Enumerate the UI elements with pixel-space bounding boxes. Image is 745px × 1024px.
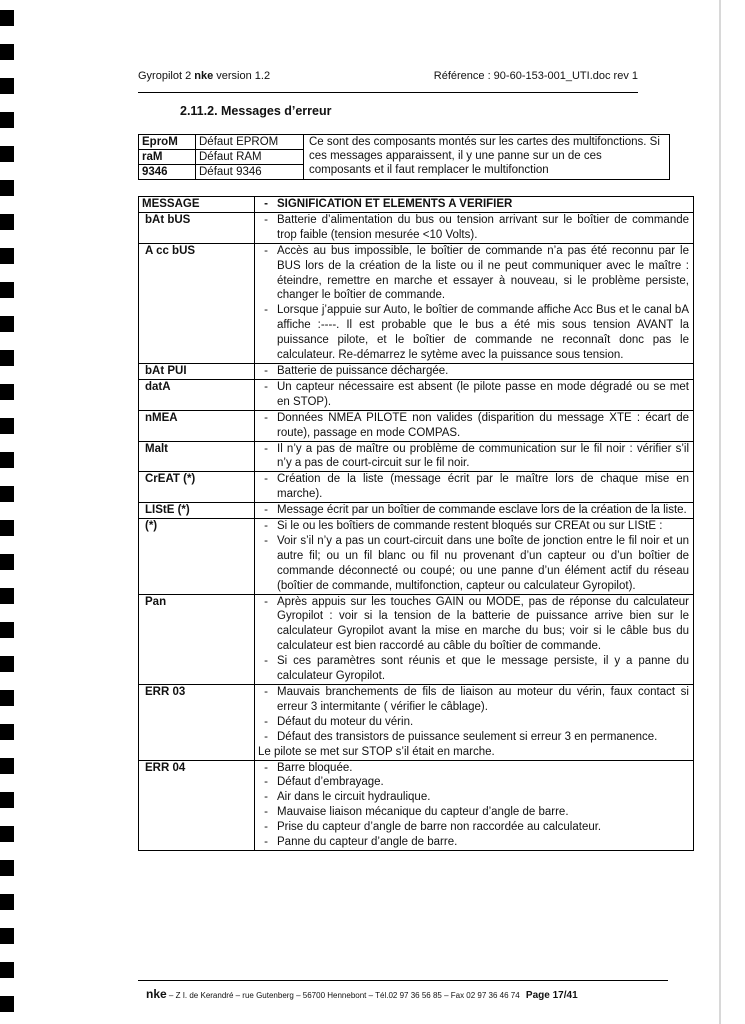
message-code: Pan [139,594,255,684]
column-header-meaning [255,197,694,213]
error-code: raM [139,150,196,165]
list-item [255,685,689,715]
dash: - [264,730,268,743]
dash: - [264,504,268,517]
dash: - [264,380,268,393]
header-product: Gyropilot 2 [138,70,195,82]
list-item [255,654,689,684]
list-item-text: Batterie de puissance déchargée. [277,364,449,377]
table-row [139,441,694,472]
message-code: bAt PUI [139,363,255,379]
list-item [255,790,689,805]
list-item [255,775,689,790]
list-item-text: Données NMEA PILOTE non valides (disparition du message XTE : écart de route), passage en mode COMPAS. [277,411,689,439]
table-row [139,363,694,379]
error-code: EproM [139,135,196,150]
message-code: nMEA [139,410,255,441]
error-code: 9346 [139,165,196,180]
footer-address: – Z I. de Kerandré – rue Gutenberg – 56700 Hennebont – Tél.02 97 36 56 85 – Fax 02 97 36 46 74 [166,991,520,1000]
list-item [255,213,689,243]
message-code: bAt bUS [139,212,255,243]
message-code: Malt [139,441,255,472]
message-meaning [255,441,694,472]
message-meaning [255,760,694,850]
table-row [139,135,670,150]
note-text: Le pilote se met sur STOP s’il était en marche. [258,745,495,758]
table-row [139,685,694,761]
list-item [255,380,689,410]
page-footer [146,987,578,1001]
list-item [255,364,689,379]
message-code: A cc bUS [139,243,255,363]
message-code: datA [139,379,255,410]
message-meaning [255,212,694,243]
list-item-text: Création de la liste (message écrit par le maître lors de chaque mise en marche). [277,473,689,501]
dash: - [264,655,268,668]
dash: - [264,715,268,728]
dash: - [264,836,268,849]
dash: - [264,364,268,377]
dash: - [264,791,268,804]
table-row [139,410,694,441]
list-item [255,472,689,502]
list-item-text: Un capteur nécessaire est absent (le pilote passe en mode dégradé ou se met en STOP). [277,380,689,408]
list-item-text: Défaut des transistors de puissance seulement si erreur 3 en permanence. [277,730,658,743]
binder-strip [0,0,14,1024]
message-meaning [255,472,694,503]
dash: - [264,534,268,547]
message-code: CrEAT (*) [139,472,255,503]
dash: - [264,686,268,698]
message-meaning [255,379,694,410]
list-item [255,519,689,534]
list-item [255,730,689,745]
list-item-text: Barre bloquée. [277,761,353,774]
dash: - [264,244,268,257]
dash: - [264,806,268,819]
message-meaning [255,410,694,441]
list-item-text: Défaut du moteur du vérin. [277,715,414,728]
list-item-text: Si le ou les boîtiers de commande restent bloqués sur CREAt ou sur LIStE : [277,520,663,533]
message-meaning [255,503,694,519]
list-item [255,820,689,835]
header-left [138,70,270,82]
list-item-text: Accès au bus impossible, le boîtier de commande n’a pas été reconnu par le BUS lors de la création de la liste ou il ne peut communiquer avec le maître : éteindre, remettre en marche et essayer à nouveau, si le problème persiste, changer le boîtier de commande. [277,244,689,302]
list-item-text: Batterie d’alimentation du bus ou tension arrivant sur le boîtier de commande trop faible (tension mesurée <10 Volts). [277,213,689,241]
dash: - [264,213,268,226]
component-error-table [138,134,670,180]
header-item [255,197,689,212]
message-code: ERR 03 [139,685,255,761]
dash: - [264,520,268,533]
header-brand: nke [194,70,214,82]
list-item [255,715,689,730]
header-reference: Référence : 90-60-153-001_UTI.doc rev 1 [433,70,638,82]
list-item [255,835,689,850]
footer-brand: nke [146,987,167,1001]
list-item [255,534,689,594]
table-row [139,379,694,410]
header-rule [138,92,638,93]
list-item-text: Air dans le circuit hydraulique. [277,791,431,804]
dash: - [264,776,268,789]
list-item [255,805,689,820]
dash: - [264,821,268,834]
list-item [255,244,689,304]
table-row [139,212,694,243]
column-header-meaning-text: SIGNIFICATION ET ELEMENTS A VERIFIER [277,198,513,210]
table-row [139,243,694,363]
message-meaning [255,594,694,684]
header-version: version 1.2 [213,70,271,82]
message-code: LIStE (*) [139,503,255,519]
list-item [255,411,689,441]
list-item [255,503,689,518]
dash: - [264,761,268,774]
component-description: Ce sont des composants montés sur les cartes des multifonctions. Si ces messages apparaissent, il y une panne sur un de ces composants et il faut remplacer le multifonction [304,135,670,180]
table-row [139,760,694,850]
dash: - [264,442,268,455]
error-defect: Défaut RAM [196,150,304,165]
message-meaning [255,685,694,761]
list-item-text: Après appuis sur les touches GAIN ou MODE, pas de réponse du calculateur Gyropilot : voir si la tension de la batterie de puissance arrive bien sur le calculateur Gyropilot avant la mise en marche du bus; voir si le câble bus du calculateur est bien raccordé au câble du boîtier de commande. [277,595,689,653]
dash: - [264,411,268,424]
dash: - [264,473,268,486]
list-item-text: Si ces paramètres sont réunis et que le message persiste, il y a panne du calculateur Gyropilot. [277,655,689,683]
table-row [139,519,694,595]
list-item-text: Défaut d’embrayage. [277,776,384,789]
list-item [255,761,689,776]
list-item-text: Mauvaise liaison mécanique du capteur d’angle de barre. [277,806,569,819]
table-row [139,503,694,519]
dash: - [264,304,268,317]
error-defect: Défaut 9346 [196,165,304,180]
list-item-text: Mauvais branchements de fils de liaison au moteur du vérin, faux contact si erreur 3 intermitante ( vérifier le câblage). [277,686,689,713]
page-header [138,70,638,82]
section-title: 2.11.2. Messages d’erreur [180,104,332,118]
list-item-text: Panne du capteur d’angle de barre. [277,836,458,849]
footer-rule [138,980,668,981]
list-item [255,303,689,363]
table-row [139,472,694,503]
message-meaning [255,363,694,379]
list-item-text: Lorsque j’appuie sur Auto, le boîtier de commande affiche Acc Bus et le canal bA affiche :----. Il est probable que le bus a été mis sous tension AVANT la puissance pilote, et le boîtier de commande ne reconnaît donc pas le calculateur. Re-démarrez le sytème avec la puissance sous tension. [277,304,689,362]
message-code: ERR 04 [139,760,255,850]
list-item [255,595,689,655]
page-edge [719,0,721,1024]
message-meaning [255,243,694,363]
table-row [139,594,694,684]
list-item-text: Voir s’il n’y a pas un court-circuit dans une boîte de jonction entre le fil noir et un autre fil; ou un fil blanc ou fil nu provenant d’un capteur ou d’un boîtier de commande déconnecté ou coupé; ou une panne d’un élément actif du réseau (boîtier de commande, multifonction, capteur ou calculateur Gyropilot). [277,534,689,592]
page-number: Page 17/41 [525,990,578,1001]
message-code: (*) [139,519,255,595]
list-item-text: Message écrit par un boîtier de commande esclave lors de la création de la liste. [277,504,687,517]
list-item [255,442,689,472]
error-defect: Défaut EPROM [196,135,304,150]
list-item-text: Prise du capteur d’angle de barre non raccordée au calculateur. [277,821,602,834]
column-header-message: MESSAGE [139,197,255,213]
error-messages-table [138,196,694,851]
dash: - [264,198,268,210]
table-header-row [139,197,694,213]
message-meaning [255,519,694,595]
dash: - [264,595,268,608]
list-item-text: Il n’y a pas de maître ou problème de communication sur le fil noir : vérifier s’il n’y a pas de court-circuit sur le fil noir. [277,442,689,470]
